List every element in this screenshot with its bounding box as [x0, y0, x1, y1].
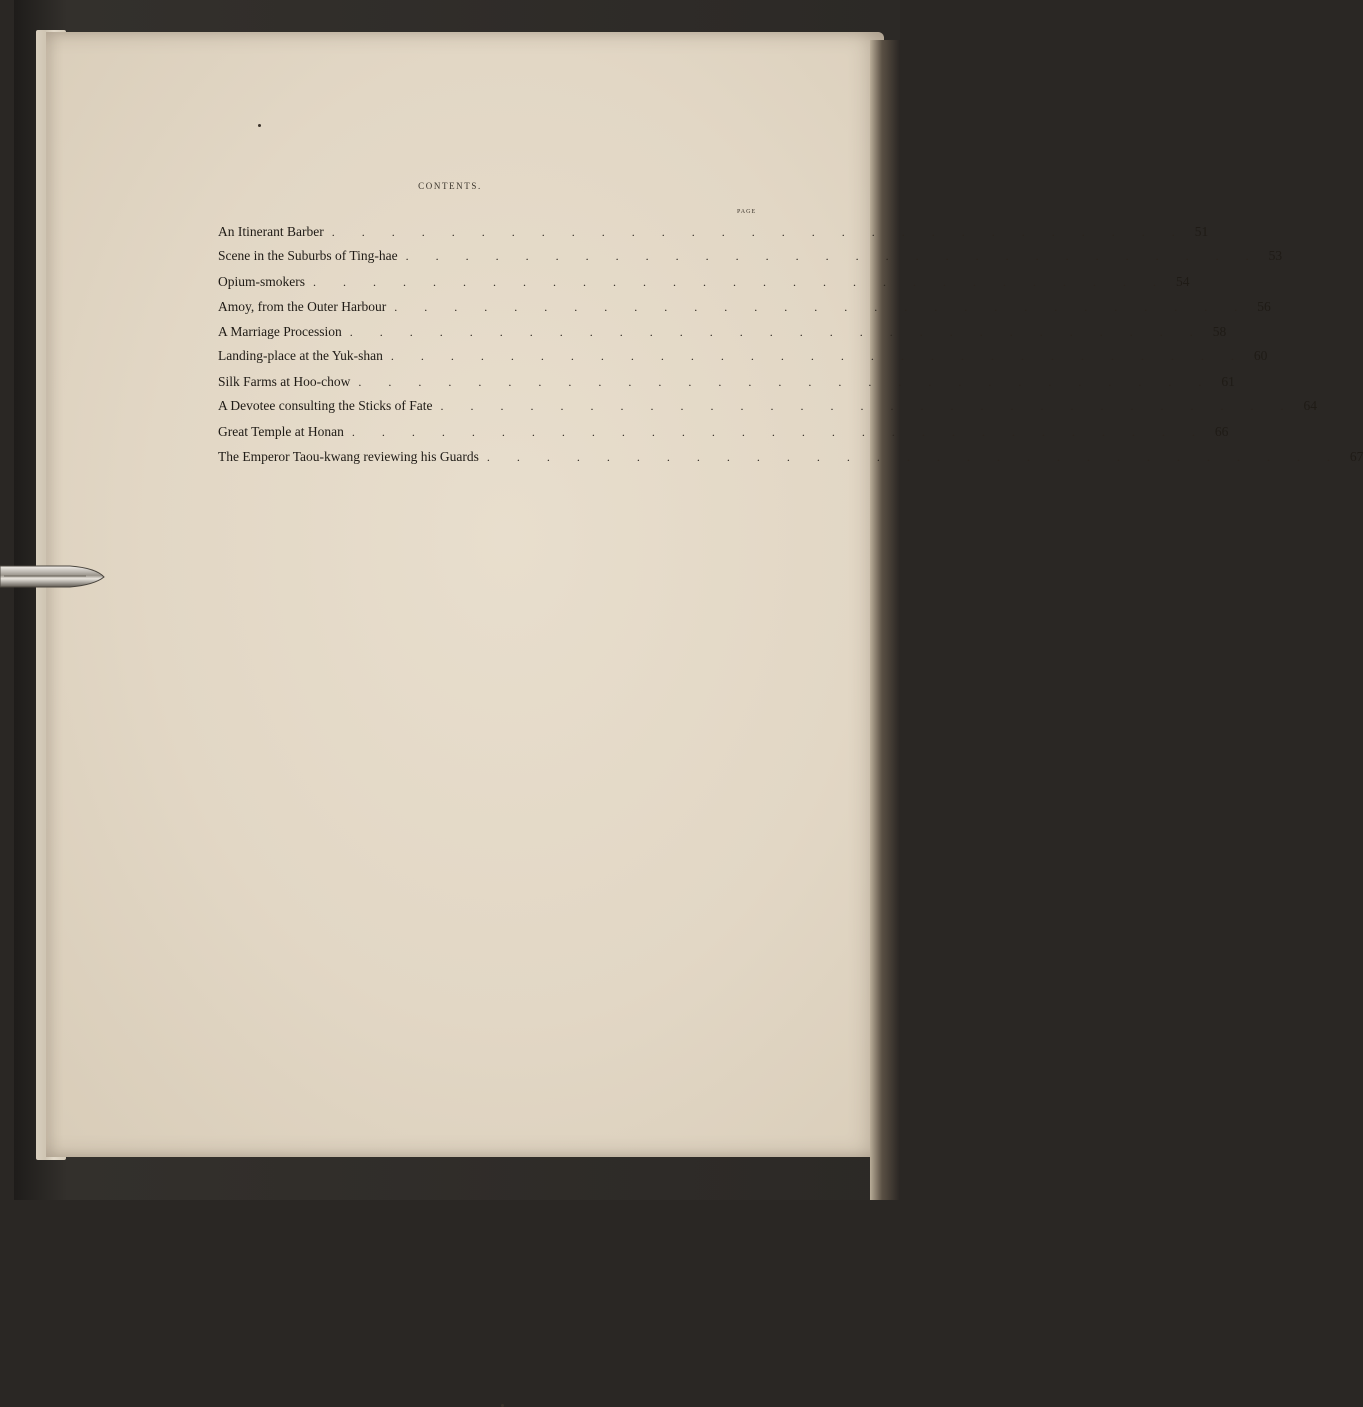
toc-entry[interactable]: [218, 299, 1271, 319]
toc-entry-title: The Emperor Taou-kwang reviewing his Guards: [218, 449, 479, 464]
toc-entry-page: 66: [1214, 424, 1229, 439]
toc-entry[interactable]: [218, 398, 1317, 418]
toc-entry-page: 54: [1176, 274, 1190, 289]
toc-entry-page: 56: [1257, 299, 1271, 314]
toc-entry-page: 61: [1221, 374, 1235, 389]
letter-opener-blade: [0, 560, 104, 590]
toc-entry[interactable]: [218, 424, 1229, 444]
toc-entry-title: A Marriage Procession: [218, 324, 342, 339]
toc-entry-title: Amoy, from the Outer Harbour: [218, 299, 387, 314]
dot-leader: . . . . . . . . . . . . . . . . . . . . . . . . . . . . .: [440, 399, 1296, 413]
dot-leader: . . . . . . . . . . . . . . . . . . . . . . . . . . . . .: [405, 249, 1261, 263]
dot-leader: . . . . . . . . . . . . . . . . . . . . . . . . . . . . .: [313, 275, 1168, 289]
toc-entry[interactable]: [218, 274, 1190, 294]
toc-entry-title: Scene in the Suburbs of Ting-hae: [218, 248, 398, 263]
toc-entry-page: 51: [1194, 224, 1209, 239]
dot-leader: . . . . . . . . . . . . . . . . . . . . . . . . . . . . .: [390, 349, 1246, 363]
toc-entry-title: An Itinerant Barber: [218, 224, 324, 239]
toc-entry-page: 58: [1212, 324, 1227, 339]
toc-entry[interactable]: [218, 248, 1283, 268]
dot-leader: . . . . . . . . . . . . . . . . . . . . . . . . . . . . .: [331, 225, 1187, 239]
toc-entry[interactable]: [218, 449, 1363, 469]
toc-entry-page: 67: [1349, 449, 1363, 464]
toc-entry[interactable]: [218, 324, 1227, 344]
toc-entry-title: Silk Farms at Hoo-chow: [218, 374, 351, 389]
dot-leader: . . . . . . . . . . . . . . . . . . . . . . . . . . . . .: [358, 375, 1214, 389]
toc-entry-title: Landing-place at the Yuk-shan: [218, 348, 383, 363]
toc-entry-title: Great Temple at Honan: [218, 424, 344, 439]
dot-leader: . . . . . . . . . . . . . . . . . . . . . . . . . . . . .: [394, 300, 1250, 314]
toc-entry-page: 64: [1303, 398, 1317, 413]
contents-heading: CONTENTS.: [418, 181, 482, 191]
toc-entry[interactable]: [218, 224, 1209, 244]
toc-entry[interactable]: [218, 348, 1268, 368]
toc-entry-title: A Devotee consulting the Sticks of Fate: [218, 398, 433, 413]
page-column-label: PAGE: [737, 209, 757, 215]
dot-leader: . . . . . . . . . . . . . . . . . . . . . . . . . . . . .: [349, 325, 1205, 339]
dot-leader: . . . . . . . . . . . . . . . . . . . . . . . . . . . . .: [351, 425, 1207, 439]
toc-entry[interactable]: [218, 374, 1235, 394]
toc-entry-title: Opium-smokers: [218, 274, 305, 289]
dot-leader: . . . . . . . . . . . . . . . . . . . . . . . . . . . . .: [486, 450, 1342, 464]
toc-entry-page: 53: [1268, 248, 1283, 263]
toc-entry-page: 60: [1253, 348, 1268, 363]
